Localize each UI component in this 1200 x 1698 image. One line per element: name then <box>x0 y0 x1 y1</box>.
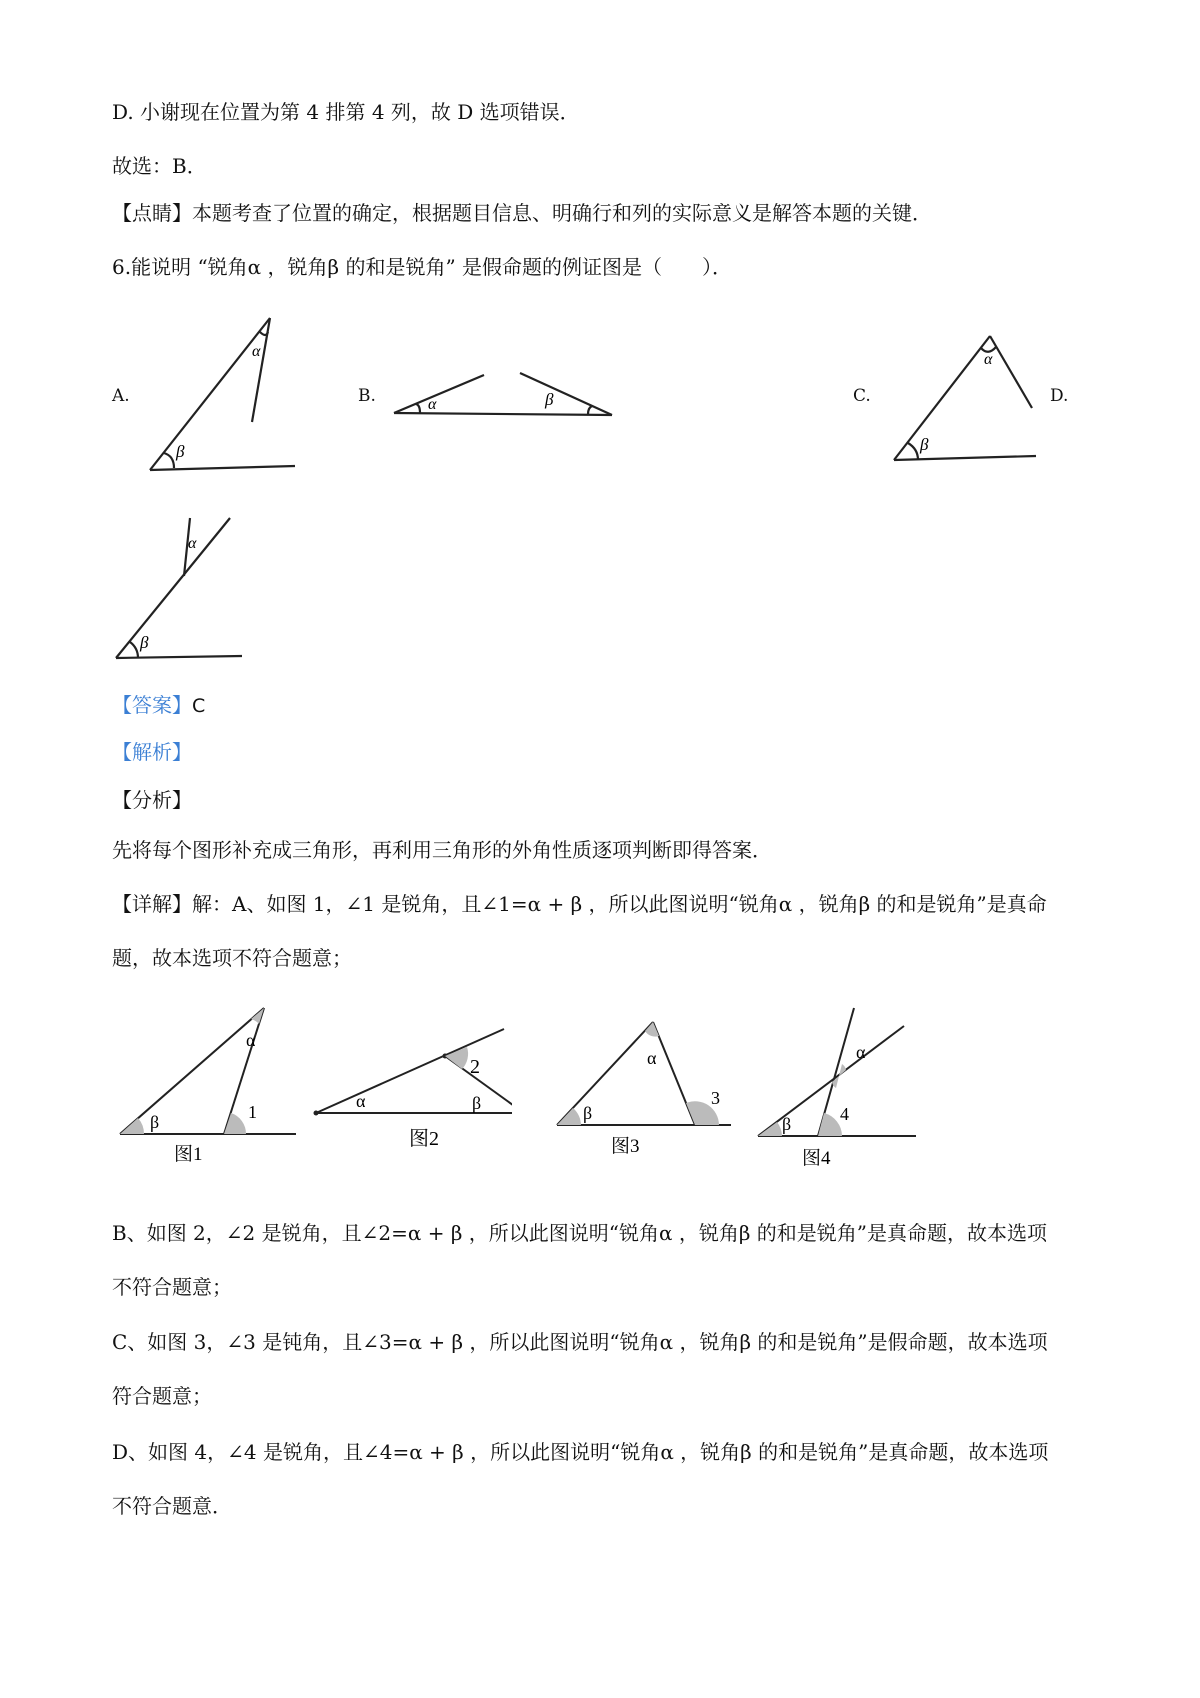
analysis-heading: 【分析】 <box>112 788 192 812</box>
text-line: D. 小谢现在位置为第 4 排第 4 列，故 D 选项错误． <box>112 100 580 124</box>
beta-label: β <box>140 633 149 652</box>
alpha-label: α <box>984 351 993 368</box>
text-line: 不符合题意． <box>112 1494 232 1518</box>
angle-2-label: 2 <box>470 1056 480 1078</box>
alpha-label: α <box>647 1048 657 1068</box>
alpha-label: α <box>356 1091 366 1111</box>
figure-3 <box>553 1010 743 1160</box>
tip-line: 【点睛】本题考查了位置的确定，根据题目信息、明确行和列的实际意义是解答本题的关键． <box>112 201 932 225</box>
option-d-figure <box>112 512 252 662</box>
text-line: 故选：B． <box>112 154 207 178</box>
alpha-label: α <box>252 343 261 360</box>
option-b-figure <box>390 365 620 425</box>
alpha-label: α <box>246 1030 256 1050</box>
option-b-label: B. <box>358 386 376 406</box>
angle-3-label: 3 <box>711 1088 720 1108</box>
figure-1-caption: 图1 <box>174 1144 203 1165</box>
answer-line <box>112 693 205 718</box>
question-stem: 6.能说明 “锐角α ，锐角β 的和是锐角” 是假命题的例证图是（ ）． <box>112 255 733 279</box>
beta-label: β <box>176 442 185 461</box>
alpha-label: α <box>428 396 437 413</box>
option-a-label: A. <box>112 386 130 406</box>
angle-1-label: 1 <box>248 1102 257 1122</box>
beta-label: β <box>545 390 554 409</box>
option-c-figure <box>890 330 1040 465</box>
figure-1 <box>112 1000 302 1170</box>
text-line: 符合题意； <box>112 1384 212 1408</box>
alpha-label: α <box>188 535 197 552</box>
beta-label: β <box>150 1112 160 1132</box>
option-d-label: D. <box>1050 386 1069 406</box>
text-line: 题，故本选项不符合题意； <box>112 946 352 970</box>
figure-2-caption: 图2 <box>409 1128 439 1150</box>
analysis-tag: 【解析】 <box>112 740 192 764</box>
text-line: 先将每个图形补充成三角形，再利用三角形的外角性质逐项判断即得答案． <box>112 838 772 862</box>
text-line: 不符合题意； <box>112 1275 232 1299</box>
alpha-label: α <box>856 1042 866 1062</box>
beta-label: β <box>920 435 929 454</box>
angle-4-label: 4 <box>840 1104 849 1124</box>
beta-label: β <box>472 1093 482 1113</box>
figure-3-caption: 图3 <box>611 1136 640 1157</box>
beta-label: β <box>583 1103 593 1123</box>
option-c-label: C. <box>853 386 871 406</box>
detail-line: 【详解】解：A、如图 1，∠1 是锐角，且∠1=α + β ，所以此图说明“锐角α ，锐角β 的和是锐角”是真命 <box>112 892 1047 916</box>
beta-label: β <box>782 1114 792 1134</box>
figure-4 <box>752 1000 922 1170</box>
option-a-figure <box>140 310 310 475</box>
text-line: D、如图 4，∠4 是锐角，且∠4=α + β ，所以此图说明“锐角α ，锐角β 的和是锐角”是真命题，故本选项 <box>112 1440 1049 1464</box>
answer-value: C <box>192 695 206 717</box>
figure-2 <box>312 1015 512 1155</box>
text-line: C、如图 3，∠3 是钝角，且∠3=α + β ，所以此图说明“锐角α ，锐角β 的和是锐角”是假命题，故本选项 <box>112 1330 1048 1354</box>
answer-tag: 【答案】 <box>112 693 192 717</box>
text-line: B、如图 2，∠2 是锐角，且∠2=α + β ，所以此图说明“锐角α ，锐角β 的和是锐角”是真命题，故本选项 <box>112 1221 1047 1245</box>
figure-4-caption: 图4 <box>802 1148 831 1169</box>
